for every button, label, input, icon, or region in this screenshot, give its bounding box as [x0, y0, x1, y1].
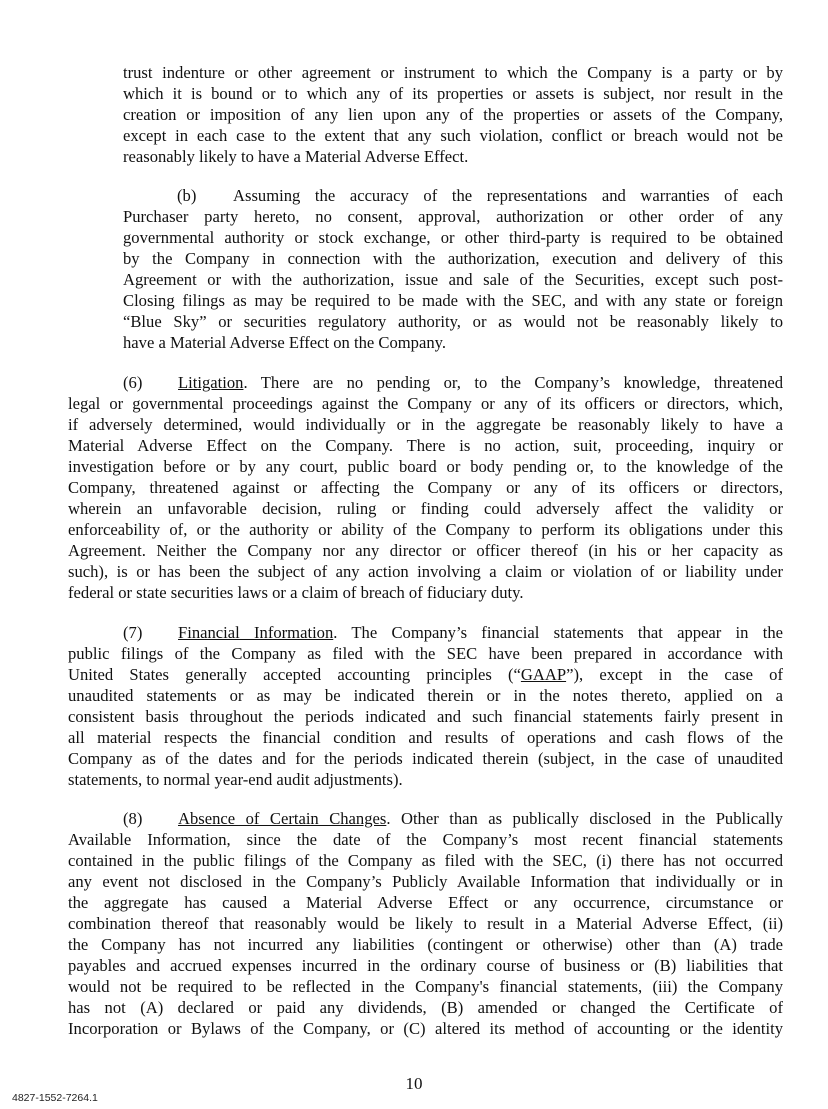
text-line: combination thereof that reasonably would be likely to result in a Material Adverse Effect, (ii)	[68, 914, 783, 933]
text-line: statements, to normal year-end audit adjustments).	[68, 770, 403, 789]
text-line: Available Information, since the date of the Company’s most recent financial statements	[68, 830, 783, 849]
text-line: Agreement or with the authorization, issue and sale of the Securities, except such post-	[123, 270, 783, 289]
section-7-financial-information	[68, 622, 783, 790]
text-line: consistent basis throughout the periods indicated and such financial statements fairly present in	[68, 707, 783, 726]
text-line: Company, threatened against or affecting the Company or any of its officers or directors,	[68, 478, 783, 497]
text-line: such), is or has been the subject of any action involving a claim or violation of or liability under	[68, 562, 783, 581]
continuation-paragraph	[123, 62, 783, 167]
text-line: all material respects the financial condition and results of operations and cash flows of the	[68, 728, 783, 747]
section-first-line: . Other than as publically disclosed in the Publically	[386, 809, 783, 828]
text-line	[68, 622, 783, 643]
text-line: enforceability of, or the authority or ability of the Company to perform its obligations under this	[68, 520, 783, 539]
section-heading: Litigation	[178, 373, 244, 392]
text-line: unaudited statements or as may be indicated therein or in the notes thereto, applied on a	[68, 686, 783, 705]
text-line: has not (A) declared or paid any dividends, (B) amended or changed the Certificate of	[68, 998, 783, 1017]
text-line: Purchaser party hereto, no consent, approval, authorization or other order of any	[123, 207, 783, 226]
text-line: wherein an unfavorable decision, ruling or finding could adversely affect the validity or	[68, 499, 783, 518]
text-line: the aggregate has caused a Material Adverse Effect or any occurrence, circumstance or	[68, 893, 783, 912]
text-line	[68, 372, 783, 393]
section-heading: Financial Information	[178, 623, 334, 642]
section-number: (8)	[123, 809, 143, 828]
text-line: legal or governmental proceedings against the Company or any of its officers or directors, which,	[68, 394, 783, 413]
text-line: Company as of the dates and for the periods indicated therein (subject, in the case of unaudited	[68, 749, 783, 768]
gaap-line-suffix: ”), except in the case of	[566, 665, 783, 684]
text-line: creation or imposition of any lien upon any of the properties or assets of the Company,	[123, 105, 783, 124]
subsection-b-paragraph	[123, 185, 783, 353]
text-line: have a Material Adverse Effect on the Company.	[123, 333, 447, 352]
section-heading: Absence of Certain Changes	[178, 809, 387, 828]
defined-term-gaap: GAAP	[520, 665, 567, 684]
text-line: investigation before or by any court, public board or body pending or, to the knowledge of the	[68, 457, 783, 476]
text-line: by the Company in connection with the authorization, execution and delivery of this	[123, 249, 783, 268]
text-line: Material Adverse Effect on the Company. There is no action, suit, proceeding, inquiry or	[68, 436, 783, 455]
text-line: reasonably likely to have a Material Adverse Effect.	[123, 147, 469, 166]
text-line: governmental authority or stock exchange, or other third-party is required to be obtained	[123, 228, 783, 247]
section-first-line: . There are no pending or, to the Company’s knowledge, threatened	[243, 373, 783, 392]
gaap-line-prefix: United States generally accepted accounting principles (“	[68, 665, 521, 684]
text-line: contained in the public filings of the Company as filed with the SEC, (i) there has not occurred	[68, 851, 783, 870]
text-line: Incorporation or Bylaws of the Company, or (C) altered its method of accounting or the identity	[68, 1019, 783, 1038]
text-line: federal or state securities laws or a claim of breach of fiduciary duty.	[68, 583, 524, 602]
subsection-label: (b)	[177, 186, 197, 205]
text-line: the Company has not incurred any liabilities (contingent or otherwise) other than (A) trade	[68, 935, 783, 954]
text-line: public filings of the Company as filed with the SEC have been prepared in accordance with	[68, 644, 783, 663]
text-line: “Blue Sky” or securities regulatory authority, or as would not be reasonably likely to	[123, 312, 783, 331]
text-line	[68, 664, 783, 685]
text-line: would not be required to be reflected in the Company's financial statements, (iii) the Company	[68, 977, 783, 996]
section-first-line: . The Company’s financial statements that appear in the	[333, 623, 783, 642]
text-line: any event not disclosed in the Company’s Publicly Available Information that individually or in	[68, 872, 783, 891]
text-line: except in each case to the extent that any such violation, conflict or breach would not be	[123, 126, 783, 145]
section-number: (7)	[123, 623, 143, 642]
section-6-litigation	[68, 372, 783, 603]
text-line: which it is bound or to which any of its properties or assets is subject, nor result in the	[123, 84, 783, 103]
page-number: 10	[405, 1074, 423, 1093]
text-line	[68, 808, 783, 829]
text-line: trust indenture or other agreement or instrument to which the Company is a party or by	[123, 63, 783, 82]
text-line: Agreement. Neither the Company nor any director or officer thereof (in his or her capacity as	[68, 541, 783, 560]
text-line	[123, 185, 783, 206]
text-line: payables and accrued expenses incurred in the ordinary course of business or (B) liabilities that	[68, 956, 783, 975]
subsection-first-line: Assuming the accuracy of the representations and warranties of each	[233, 186, 783, 205]
section-8-absence-of-certain-changes	[68, 808, 783, 1039]
document-id: 4827-1552-7264.1	[12, 1092, 98, 1104]
text-line: Closing filings as may be required to be made with the SEC, and with any state or foreign	[123, 291, 783, 310]
section-number: (6)	[123, 373, 143, 392]
text-line: if adversely determined, would individually or in the aggregate be reasonably likely to have a	[68, 415, 783, 434]
